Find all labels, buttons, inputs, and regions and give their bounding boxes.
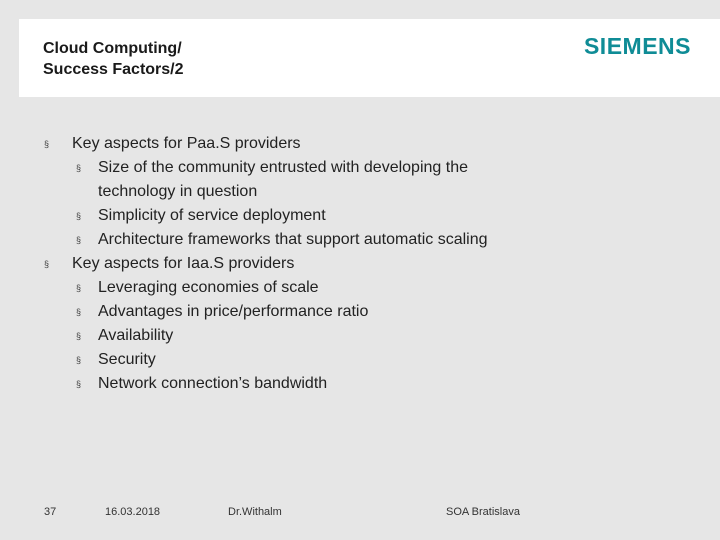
- sub-bullet-price-ratio: Advantages in price/performance ratio: [98, 303, 369, 320]
- sub-bullet-deployment: Simplicity of service deployment: [98, 207, 326, 224]
- slide-title-line-1: Cloud Computing/: [43, 40, 182, 57]
- bullet-marker: §: [76, 211, 82, 221]
- sub-bullet-economies: Leveraging economies of scale: [98, 279, 319, 296]
- slide-header: [19, 19, 720, 97]
- bullet-paas-heading: Key aspects for Paa.S providers: [72, 135, 301, 152]
- sub-bullet-bandwidth: Network connection’s bandwidth: [98, 375, 328, 392]
- bullet-marker: §: [44, 139, 50, 149]
- sub-bullet-security: Security: [98, 351, 156, 368]
- sub-bullet-scaling: Architecture frameworks that support automatic scaling: [98, 231, 488, 248]
- footer-date: 16.03.2018: [105, 506, 161, 518]
- bullet-marker: §: [44, 259, 50, 269]
- footer-event: SOA Bratislava: [446, 506, 520, 518]
- bullet-marker: §: [76, 163, 82, 173]
- bullet-iaas-heading: Key aspects for Iaa.S providers: [72, 255, 295, 272]
- page-number: 37: [44, 506, 57, 518]
- slide-title: [43, 38, 184, 80]
- bullet-marker: §: [76, 355, 82, 365]
- bullet-marker: §: [76, 379, 82, 389]
- sub-bullet-community: Size of the community entrusted with developing the: [98, 159, 468, 176]
- sub-bullet-community-cont: technology in question: [98, 183, 258, 200]
- slide-title-line-2: Success Factors/2: [43, 61, 184, 78]
- sub-bullet-availability: Availability: [98, 327, 174, 344]
- footer-author: Dr.Withalm: [228, 506, 282, 518]
- bullet-marker: §: [76, 235, 82, 245]
- bullet-marker: §: [76, 307, 82, 317]
- bullet-marker: §: [76, 283, 82, 293]
- siemens-logo: SIEMENS: [583, 33, 691, 59]
- bullet-marker: §: [76, 331, 82, 341]
